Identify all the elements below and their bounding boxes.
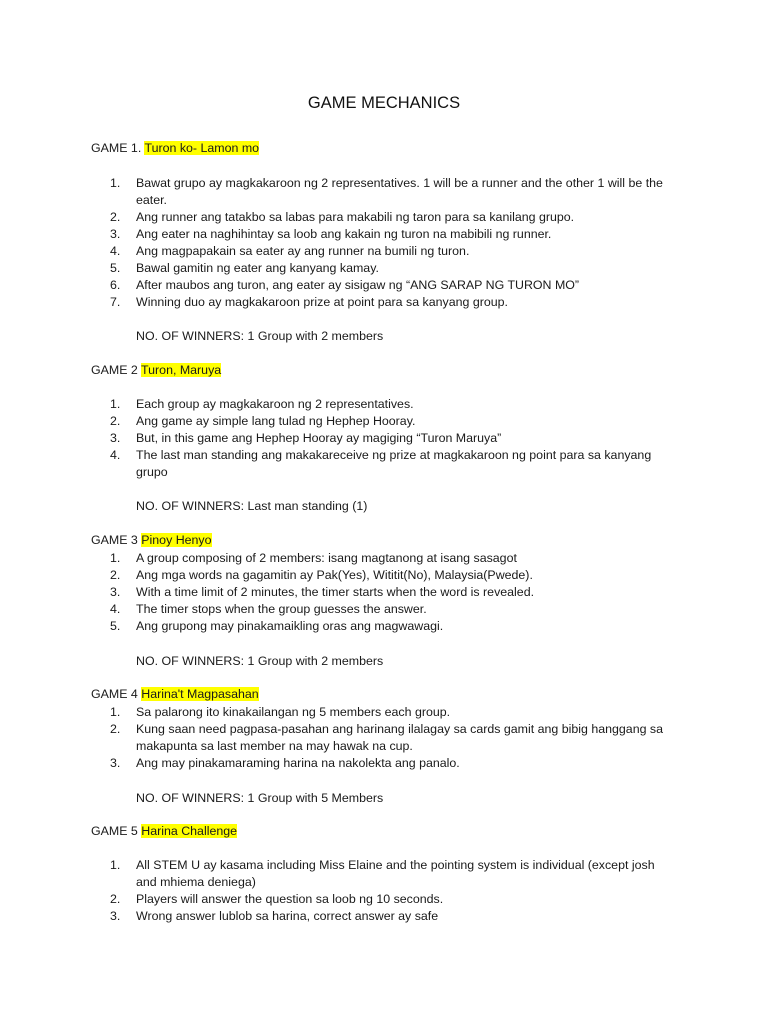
game-3-heading: [91, 532, 212, 549]
game-2-winners: NO. OF WINNERS: Last man standing (1): [136, 499, 368, 513]
rule-item: 2. Ang game ay simple lang tulad ng Hephep Hooray.: [110, 414, 416, 428]
rule-item: 3. Ang may pinakamaraming harina na nakolekta ang panalo.: [110, 756, 460, 770]
game-1-winners: NO. OF WINNERS: 1 Group with 2 members: [136, 329, 384, 343]
rule-item: 3. With a time limit of 2 minutes, the timer starts when the word is revealed.: [110, 585, 535, 599]
rule-item: 4. The timer stops when the group guesses the answer.: [110, 602, 427, 616]
game-4-name: Harina't Magpasahan: [141, 687, 259, 701]
rule-item: 4. The last man standing ang makakareceive ng prize at magkakaroon ng point para sa kanyang grupo: [110, 448, 652, 479]
game-1-rules: [110, 175, 676, 311]
game-1-heading: [91, 140, 259, 157]
game-5-prefix: GAME 5: [91, 824, 142, 838]
game-4-heading: [91, 686, 259, 703]
rule-item: 2. Ang mga words na gagamitin ay Pak(Yes), Wititit(No), Malaysia(Pwede).: [110, 568, 533, 582]
game-5-heading: [91, 823, 237, 840]
rule-item: 4. Ang magpapakain sa eater ay ang runner na bumili ng turon.: [110, 244, 470, 258]
rule-item: 3. But, in this game ang Hephep Hooray ay magiging “Turon Maruya”: [110, 431, 502, 445]
rule-item: 6. After maubos ang turon, ang eater ay sisigaw ng “ANG SARAP NG TURON MO”: [110, 278, 580, 292]
game-2-name: Turon, Maruya: [141, 363, 222, 377]
rule-item: 1. Bawat grupo ay magkakaroon ng 2 representatives. 1 will be a runner and the other 1 will be the eater.: [110, 176, 663, 207]
game-3-rules: [110, 550, 676, 635]
rule-item: 5. Ang grupong may pinakamaikling oras ang magwawagi.: [110, 619, 444, 633]
game-1-name: Turon ko- Lamon mo: [144, 141, 260, 155]
rule-item: 3. Wrong answer lublob sa harina, correct answer ay safe: [110, 909, 439, 923]
game-3-name: Pinoy Henyo: [141, 533, 212, 547]
game-3-winners: NO. OF WINNERS: 1 Group with 2 members: [136, 654, 384, 668]
game-5-name: Harina Challenge: [141, 824, 238, 838]
rule-item: 2. Ang runner ang tatakbo sa labas para makabili ng taron para sa kanilang grupo.: [110, 210, 575, 224]
rule-item: 5. Bawal gamitin ng eater ang kanyang kamay.: [110, 261, 379, 275]
rule-item: 1. All STEM U ay kasama including Miss Elaine and the pointing system is individual (except josh and mhiema deniega): [110, 858, 655, 889]
document-title: GAME MECHANICS: [307, 94, 461, 112]
game-1-prefix: GAME 1.: [91, 141, 145, 155]
game-3-prefix: GAME 3: [91, 533, 142, 547]
game-2-prefix: GAME 2: [91, 363, 142, 377]
rule-item: 1. Each group ay magkakaroon ng 2 representatives.: [110, 397, 414, 411]
game-4-winners: NO. OF WINNERS: 1 Group with 5 Members: [136, 791, 384, 805]
rule-item: 7. Winning duo ay magkakaroon prize at point para sa kanyang group.: [110, 295, 508, 309]
game-5-rules: [110, 857, 676, 925]
rule-item: 1. A group composing of 2 members: isang magtanong at isang sasagot: [110, 551, 517, 565]
rule-item: 1. Sa palarong ito kinakailangan ng 5 members each group.: [110, 705, 451, 719]
game-2-rules: [110, 396, 676, 481]
rule-item: 2. Kung saan need pagpasa-pasahan ang harinang ilalagay sa cards gamit ang bibig hanggang sa makapunta sa last member na may hawak na cup.: [110, 722, 664, 753]
game-2-heading: [91, 362, 221, 379]
rule-item: 2. Players will answer the question sa loob ng 10 seconds.: [110, 892, 444, 906]
rule-item: 3. Ang eater na naghihintay sa loob ang kakain ng turon na mabibili ng runner.: [110, 227, 552, 241]
game-4-prefix: GAME 4: [91, 687, 142, 701]
game-4-rules: [110, 704, 676, 772]
